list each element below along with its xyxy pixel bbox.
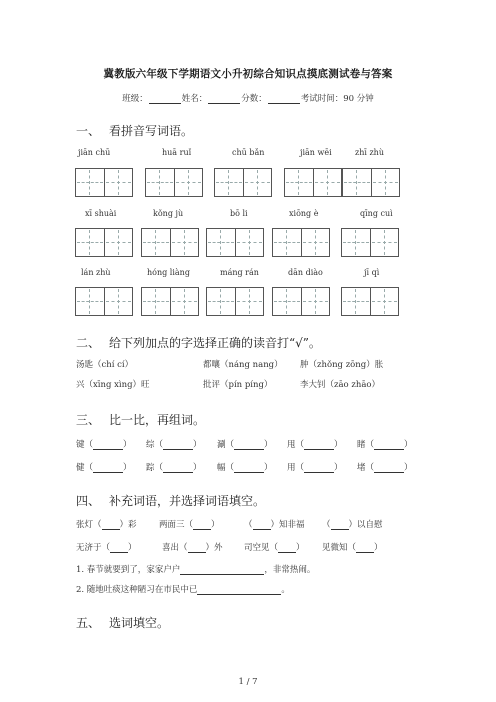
writing-grid[interactable] [341,287,399,316]
pinyin-label: zhī zhù [355,148,384,157]
section4-number: 四、 [76,494,101,508]
section2-title: 给下列加点的字选择正确的读音打“√”。 [109,336,321,350]
answer-blank[interactable] [304,463,334,473]
idiom-text: 无济于（ [76,543,111,553]
writing-grid[interactable] [75,287,133,316]
score-blank[interactable] [268,94,300,104]
answer-blank[interactable] [163,440,193,450]
answer-blank[interactable] [93,463,123,473]
name-blank[interactable] [208,94,240,104]
answer-blank[interactable] [234,440,264,450]
reading-item[interactable]: 汤匙（chí cí） [76,360,134,370]
section3-number: 三、 [76,413,101,427]
pinyin-label: xiōng è [289,209,319,218]
pinyin-label: qīng cuì [360,209,393,218]
section2-number: 二、 [76,336,101,350]
pinyin-label: huā ruǐ [162,148,192,157]
idiom-text: ） [374,543,383,553]
writing-grid[interactable] [341,228,399,257]
section1-number: 一、 [76,124,101,138]
pinyin-label: chū bǎn [232,148,265,157]
page-title: 冀教版六年级下学期语文小升初综合知识点摸底测试卷与答案 [103,68,393,80]
idiom-text: 两面三（ [159,520,194,530]
idiom-text: ）彩 [119,520,137,530]
pinyin-label: dān diào [288,268,323,277]
writing-grid[interactable] [141,287,199,316]
fill-question-1 [76,563,315,575]
reading-item[interactable]: 都嚷（náng nang） [203,360,283,370]
compare-char: 用 [287,463,296,473]
question-text: 2. 随地吐痰这种陋习在市民中已 [76,585,198,595]
compare-char: 踪 [146,463,155,473]
pinyin-label: máng rán [220,268,259,277]
compare-char: 涮 [217,440,226,450]
pinyin-label: kǒng jù [153,209,184,218]
writing-grid[interactable] [141,228,199,257]
pinyin-label: jiān chū [78,148,111,157]
reading-item[interactable]: 兴（xīng xìng）旺 [76,380,150,390]
section1-title: 看拼音写词语。 [109,124,194,138]
question-text: 1. 春节就要到了，家家户户 [76,565,181,575]
answer-blank[interactable] [234,463,264,473]
exam-page: 冀教版六年级下学期语文小升初综合知识点摸底测试卷与答案 班级： 姓名： 分数： 考试时间：90 分钟 一、 看拼音写词语。 jiān chū huā ruǐ chū bǎn jiān wēi zhī zhù xī shuài kǒng jù bō li xiōng è qīng cuì lán zhù hóng liàng máng rán dān diào jī qì 二、 给下列加点的字选择正确的读音打“√”。 汤匙（chí cí） 都嚷（náng nang） 肿（zhǒng zōng）胀 兴（xīng xìng）旺 批评（pín píng） 李大钊（zāo zhāo） 三、 比一比，再组词。 键（ ） 综（ ） 涮（ ） 甩（ ） 睹（ ） 健（ ） 踪（ ） 幅（ ） 用（ ） 堵（ ） 四、 补充词语，并选择词语填空。 张灯（ ）彩 两面三（ ） （ ）知非福 （ ）以自慰 无济于（ ） 喜出（ ）外 司空见（ ） 见微知（ ） 1. 春节就要到了，家家户户 ，非常热闹。 2. 随地吐痰这种陋习在市民中已 。 五、 选词填空。 1 / 7 [0,0,496,702]
compare-char: 综 [146,440,155,450]
section1-heading [76,122,193,139]
idiom-text: ） [211,520,220,530]
exam-meta [0,92,496,104]
idiom-blank[interactable] [331,520,349,530]
name-label: 姓名： [181,94,208,104]
fill-question-2 [76,583,290,595]
pinyin-label: lán zhù [81,268,111,277]
idiom-blank[interactable] [110,543,128,553]
writing-grid[interactable] [342,168,400,197]
answer-blank[interactable] [304,440,334,450]
writing-grid[interactable] [206,287,264,316]
idiom-text: ）外 [205,543,223,553]
pinyin-label: bō li [230,209,248,218]
pinyin-label: jī qì [364,268,380,277]
reading-item[interactable]: 批评（pín píng） [203,380,273,390]
question-text: ，非常热闹。 [264,565,316,575]
reading-item[interactable]: 肿（zhǒng zōng）胀 [300,360,384,370]
idiom-blank[interactable] [356,543,374,553]
idiom-text: 张灯（ [76,520,102,530]
fill-blank[interactable] [197,585,281,595]
pinyin-label: jiān wēi [300,148,332,157]
section4-title: 补充词语，并选择词语填空。 [109,494,266,508]
idiom-text: 司空见（ [244,543,279,553]
idiom-text: ）以自慰 [348,520,383,530]
compare-char: 幅 [217,463,226,473]
answer-blank[interactable] [163,463,193,473]
answer-blank[interactable] [374,440,404,450]
compare-char: 堵 [357,463,366,473]
reading-item[interactable]: 李大钊（zāo zhāo） [300,380,381,390]
writing-grid[interactable] [272,287,330,316]
section4-heading [76,492,265,509]
page-number: 1 / 7 [238,677,258,687]
pinyin-label: xī shuài [85,209,117,218]
section3-heading [76,411,205,428]
idiom-text: （ [244,520,253,530]
idiom-text: （ [322,520,331,530]
idiom-blank[interactable] [193,520,211,530]
idiom-text: ） [128,543,137,553]
writing-grid[interactable] [284,168,342,197]
writing-grid[interactable] [75,228,133,257]
writing-grid[interactable] [75,168,133,197]
section5-heading [76,614,169,631]
time-label: 考试时间：90 分钟 [300,94,374,104]
writing-grid[interactable] [272,228,330,257]
score-label: 分数： [241,94,267,104]
question-text: 。 [281,585,290,595]
compare-char: 睹 [357,440,366,450]
fill-blank[interactable] [180,565,264,575]
idiom-text: 见微知（ [322,543,357,553]
writing-grid[interactable] [206,228,264,257]
class-label: 班级： [122,94,148,104]
section3-title: 比一比，再组词。 [109,413,206,427]
section5-title: 选词填空。 [109,616,170,630]
writing-grid[interactable] [214,168,272,197]
writing-grid[interactable] [145,168,203,197]
compare-char: 键 [76,440,85,450]
idiom-blank[interactable] [253,520,271,530]
idiom-blank[interactable] [188,543,206,553]
idiom-blank[interactable] [278,543,296,553]
section5-number: 五、 [76,616,101,630]
compare-char: 甩 [287,440,296,450]
idiom-text: ） [296,543,305,553]
answer-blank[interactable] [374,463,404,473]
class-blank[interactable] [149,94,181,104]
idiom-text: ）知非福 [270,520,305,530]
idiom-blank[interactable] [102,520,120,530]
section2-heading [76,334,321,351]
compare-char: 健 [76,463,85,473]
pinyin-label: hóng liàng [147,268,190,277]
idiom-text: 喜出（ [162,543,188,553]
answer-blank[interactable] [93,440,123,450]
